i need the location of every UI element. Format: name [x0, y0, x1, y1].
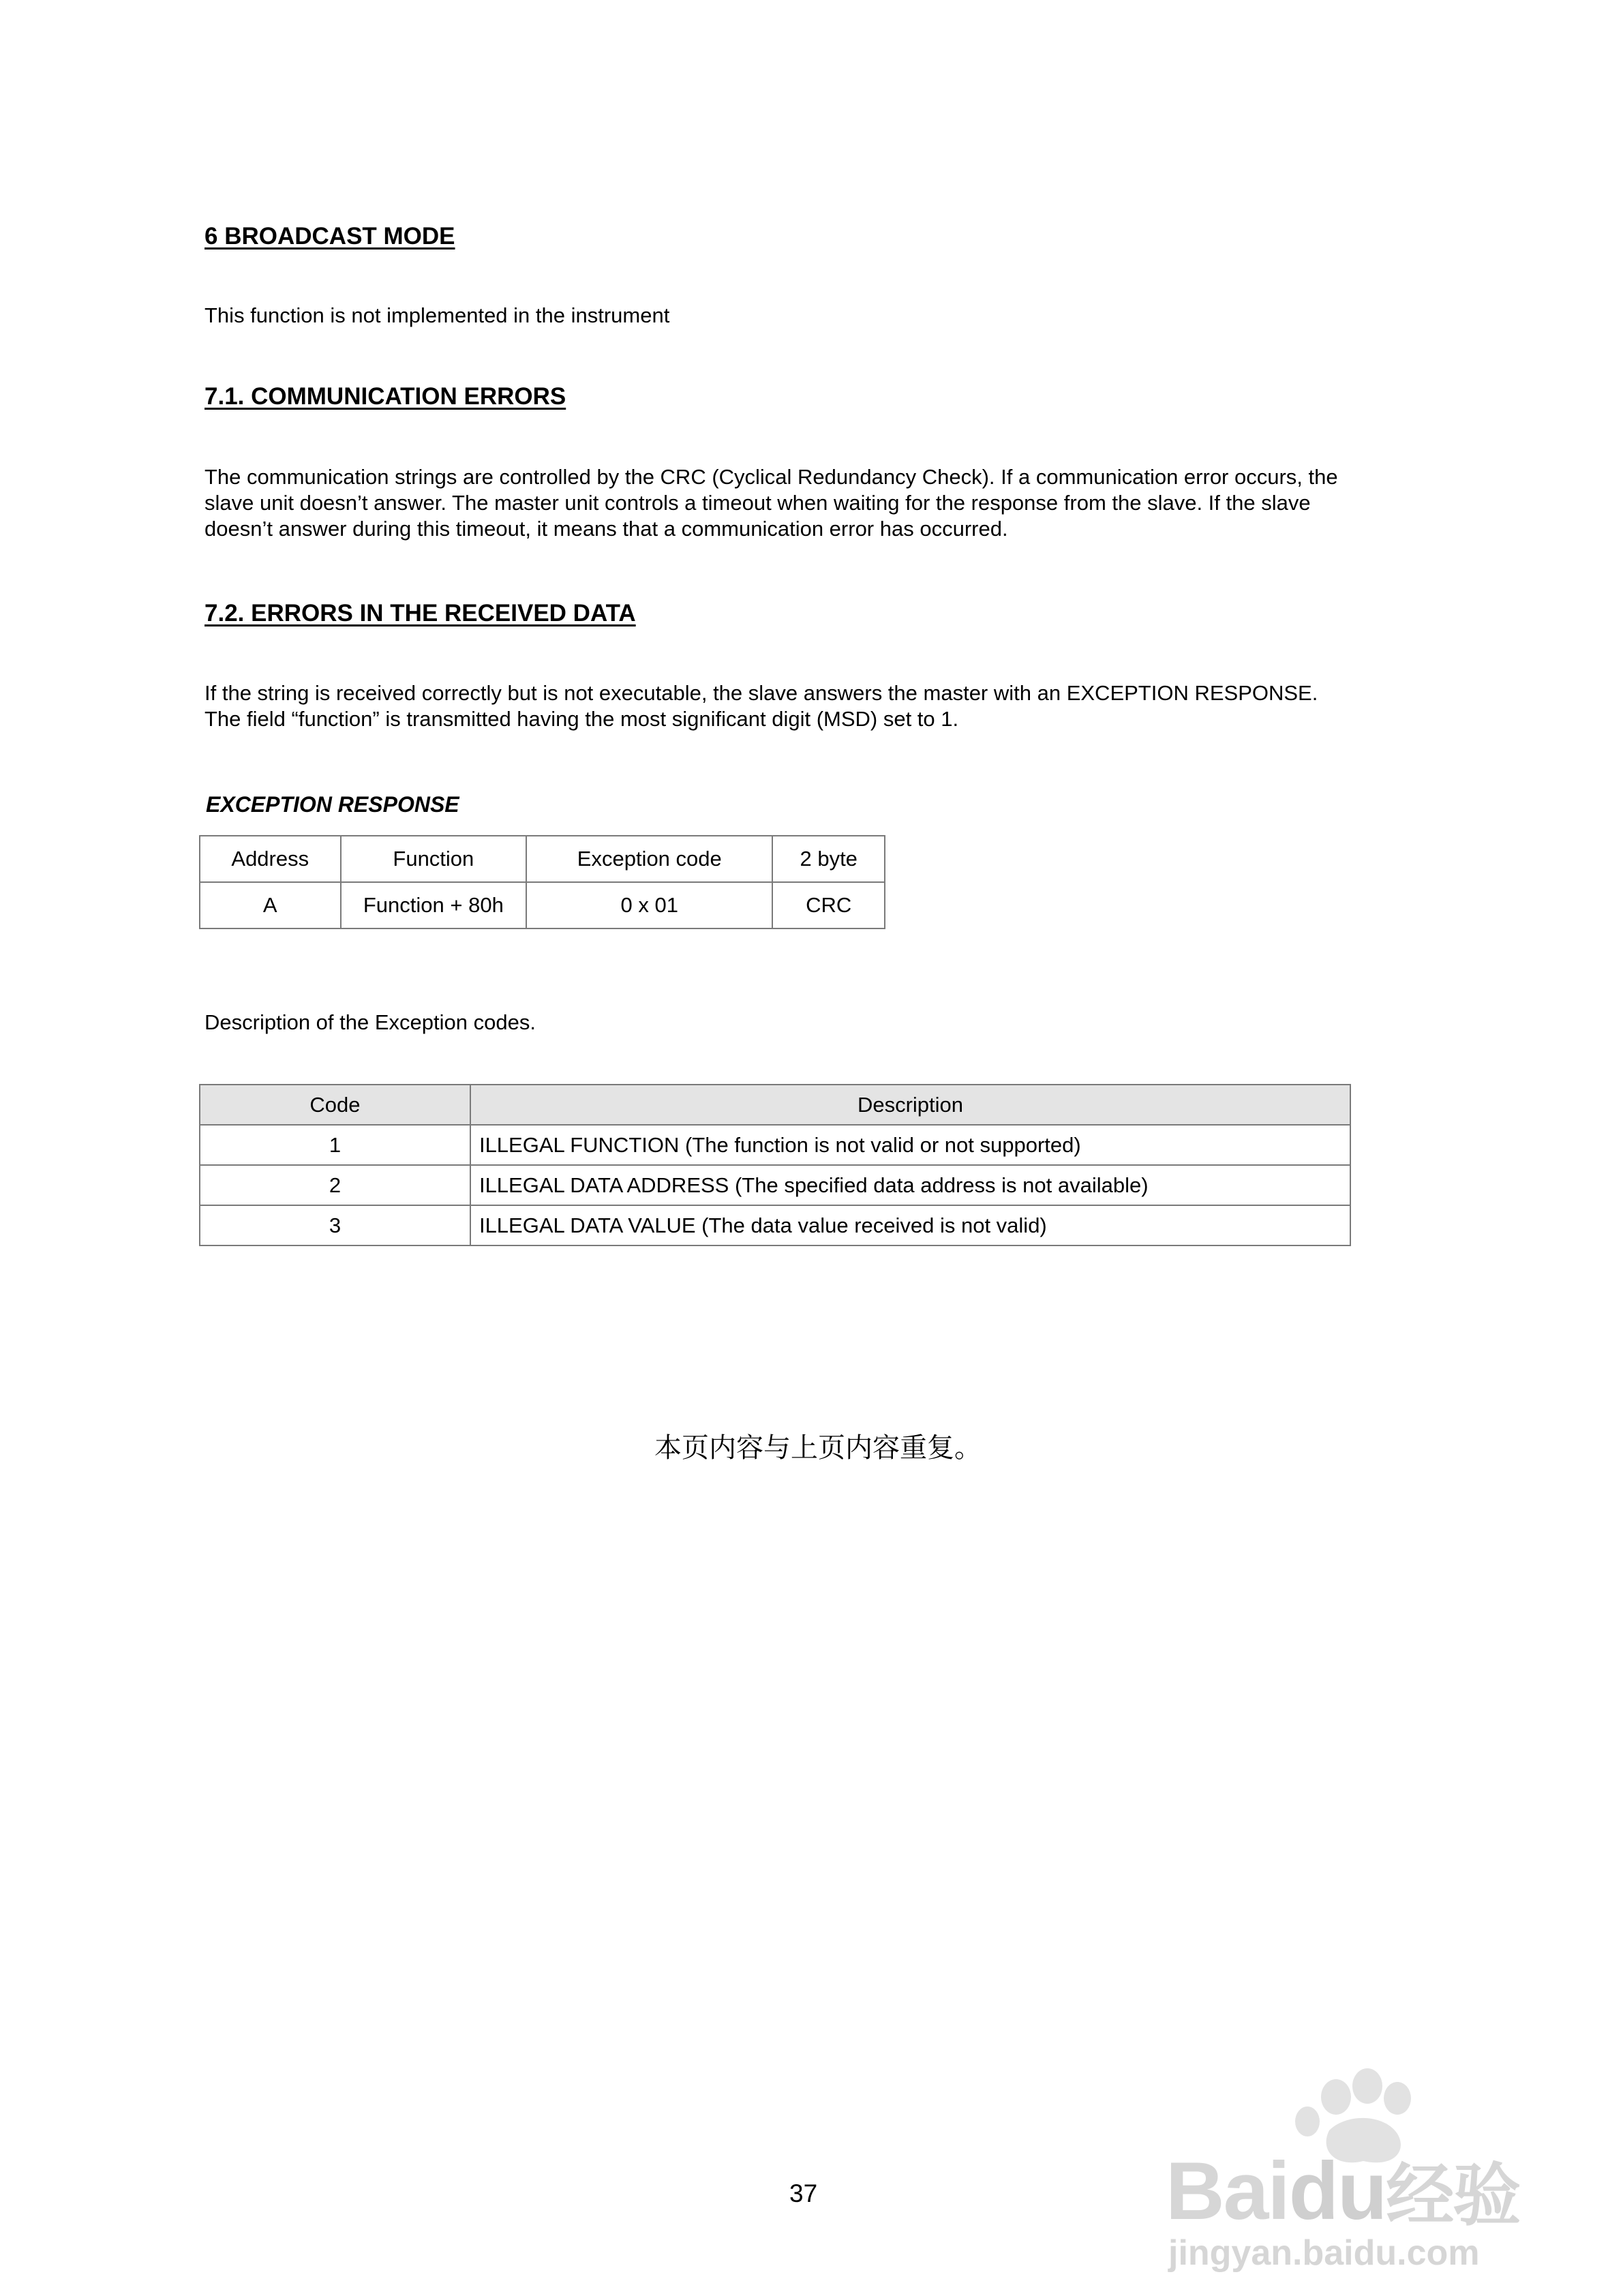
code-cell: 1 [200, 1125, 470, 1165]
communication-errors-paragraph [204, 464, 1338, 542]
description-cell: ILLEGAL DATA ADDRESS (The specified data address is not available) [470, 1165, 1350, 1205]
watermark-url: jingyan.baidu.com [1168, 2233, 1480, 2273]
page-number: 37 [789, 2179, 818, 2207]
table-header-cell: Description [470, 1085, 1350, 1125]
table-cell: A [200, 882, 341, 928]
code-cell: 2 [200, 1165, 470, 1205]
table-header-cell: 2 byte [772, 836, 885, 882]
description-cell: ILLEGAL DATA VALUE (The data value received is not valid) [470, 1205, 1350, 1245]
heading-communication-errors: 7.1. COMMUNICATION ERRORS [204, 383, 566, 410]
table-cell: Function + 80h [341, 882, 527, 928]
table-header-cell: Address [200, 836, 341, 882]
baidu-jingyan-watermark [1159, 2066, 1541, 2273]
paragraph-line: The field “function” is transmitted having the most significant digit (MSD) set to 1. [204, 707, 959, 731]
broadcast-text: This function is not implemented in the instrument [204, 303, 670, 327]
table-header-cell: Function [341, 836, 527, 882]
watermark-brand-cn: 经验 [1386, 2156, 1520, 2235]
exception-response-table [199, 835, 885, 929]
table-cell: CRC [772, 882, 885, 928]
duplicate-content-note: 本页内容与上页内容重复。 [654, 1432, 982, 1464]
table-row [200, 1205, 1350, 1245]
paragraph-line: If the string is received correctly but is not executable, the slave answers the master with an EXCEPTION RESPONSE. [204, 681, 1318, 705]
paragraph-line: slave unit doesn’t answer. The master unit controls a timeout when waiting for the response from the slave. If the slave [204, 491, 1311, 515]
table-header-cell: Code [200, 1085, 470, 1125]
table-row [200, 882, 885, 928]
table-row [200, 1165, 1350, 1205]
table-header-row [200, 1085, 1350, 1125]
code-cell: 3 [200, 1205, 470, 1245]
paragraph-line: The communication strings are controlled by the CRC (Cyclical Redundancy Check). If a communication error occurs, the [204, 465, 1338, 489]
paragraph-line: doesn’t answer during this timeout, it means that a communication error has occurred. [204, 517, 1008, 541]
heading-errors-received-data: 7.2. ERRORS IN THE RECEIVED DATA [204, 600, 636, 626]
watermark-brand-du: du [1288, 2145, 1386, 2237]
exception-response-label: EXCEPTION RESPONSE [206, 792, 459, 817]
watermark-brand: Bai [1166, 2145, 1289, 2237]
exception-codes-intro: Description of the Exception codes. [204, 1010, 536, 1034]
table-header-cell: Exception code [526, 836, 772, 882]
exception-codes-table [199, 1084, 1351, 1246]
table-row [200, 1125, 1350, 1165]
table-header-row [200, 836, 885, 882]
heading-broadcast-mode: 6 BROADCAST MODE [204, 223, 455, 250]
table-cell: 0 x 01 [526, 882, 772, 928]
description-cell: ILLEGAL FUNCTION (The function is not valid or not supported) [470, 1125, 1350, 1165]
errors-received-data-paragraph [204, 680, 1318, 732]
